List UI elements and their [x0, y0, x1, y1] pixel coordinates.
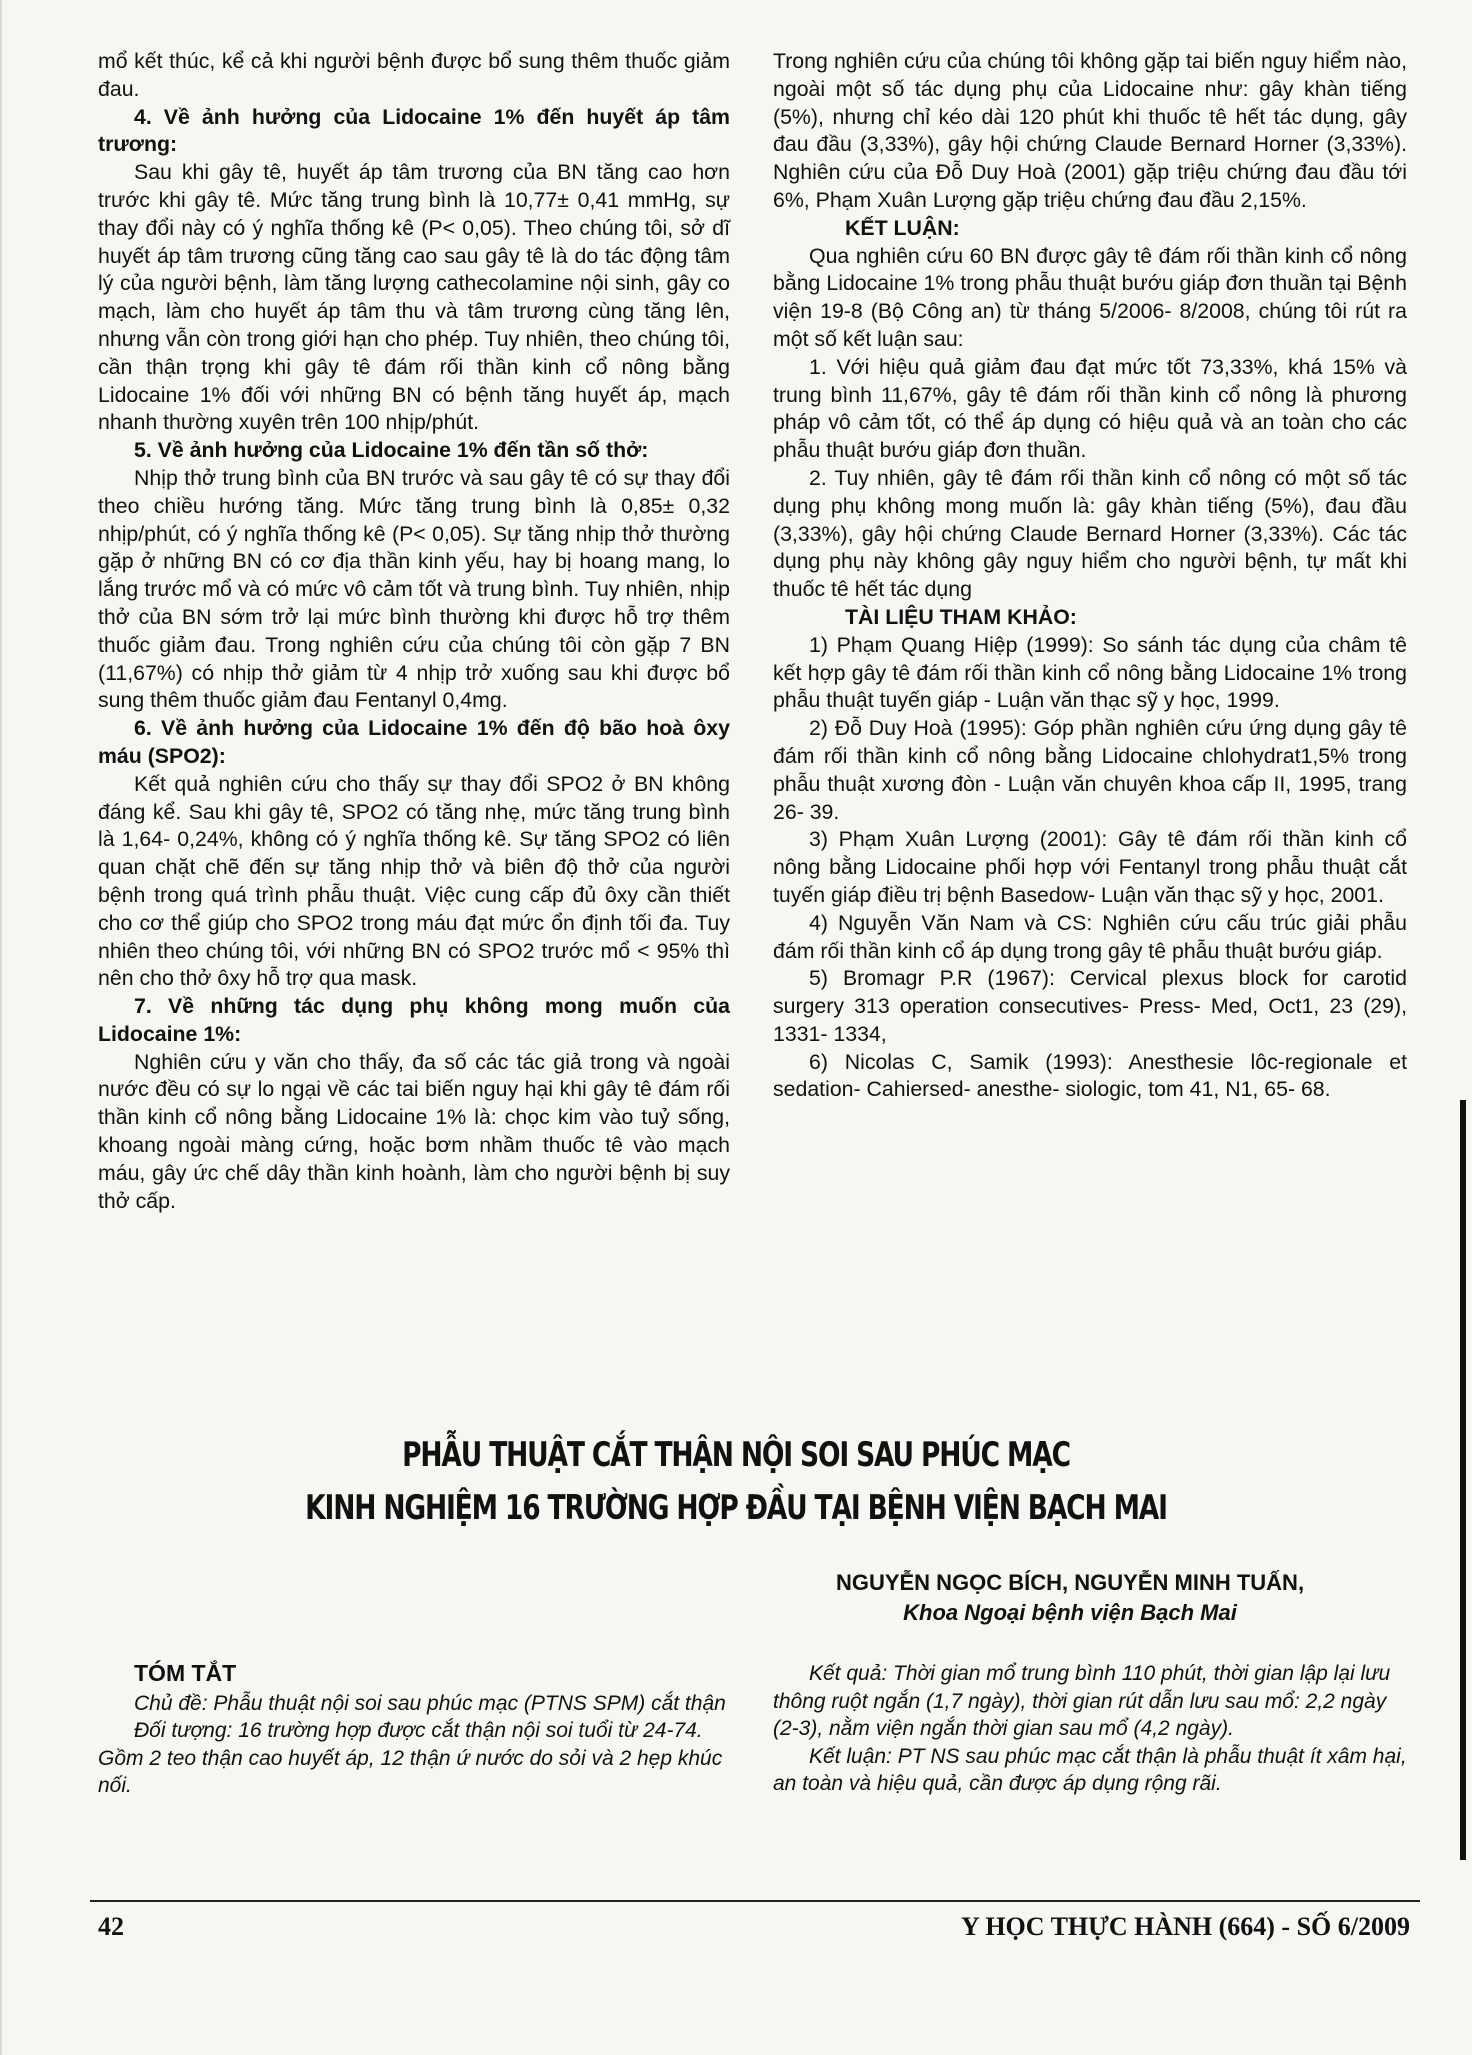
- page-number: 42: [98, 1912, 124, 1941]
- paragraph: Trong nghiên cứu của chúng tôi không gặp tai biến nguy hiểm nào, ngoài một số tác dụng phụ của Lidocaine như: gây khàn tiếng (5%), nhưng chỉ kéo dài 120 phút khi thuốc tê hết tác dụng, gây đau đầu (3,33%), gây hội chứng Claude Bernard Horner (3,33%). Nghiên cứu của Đỗ Duy Hoà (2001) gặp triệu chứng đau đầu tới 6%, Phạm Xuân Lượng gặp triệu chứng đau đầu 2,15%.: [773, 49, 1407, 212]
- abstract-paragraph: Chủ đề: Phẫu thuật nội soi sau phúc mạc (PTNS SPM) cắt thận: [134, 1691, 726, 1715]
- abstract-heading: TÓM TẮT: [134, 1660, 237, 1686]
- article-title-line-1: PHẪU THUẬT CẮT THẬN NỘI SOI SAU PHÚC MẠC: [402, 1435, 1070, 1475]
- reference-item: 5) Bromagr P.R (1967): Cervical plexus block for carotid surgery 313 operation consecutives- Press- Med, Oct1, 23 (29), 1331- 1334,: [773, 966, 1407, 1046]
- authors: NGUYỄN NGỌC BÍCH, NGUYỄN MINH TUẤN,: [835, 1570, 1305, 1595]
- reference-item: 3) Phạm Xuân Lượng (2001): Gây tê đám rối thần kinh cổ nông bằng Lidocaine phối hợp với Fentanyl trong phẫu thuật cắt tuyến giáp điều trị bệnh Basedow- Luận văn thạc sỹ y học, 2001.: [773, 827, 1407, 907]
- paragraph: Nghiên cứu y văn cho thấy, đa số các tác giả trong và ngoài nước đều có sự lo ngại về các tai biến nguy hại khi gây tê đám rối thần kinh cổ nông bằng Lidocaine 1% là: chọc kim vào tuỷ sống, khoang ngoài màng cứng, hoặc bơm nhầm thuốc tê vào mạch máu, gây ức chế dây thần kinh hoành, làm cho người bệnh bị suy thở cấp.: [98, 1049, 730, 1213]
- reference-item: 4) Nguyễn Văn Nam và CS: Nghiên cứu cấu trúc giải phẫu đám rối thần kinh cổ áp dụng trong gây tê phẫu thuật bướu giáp.: [773, 910, 1407, 963]
- paragraph: Nhịp thở trung bình của BN trước và sau gây tê có sự thay đổi theo chiều hướng tăng. Mức tăng trung bình là 0,85± 0,32 nhịp/phút, có ý nghĩa thống kê (P< 0,05). Sự tăng nhịp thở thường gặp ở những BN có cơ địa thần kinh yếu, hay bị hoang mang, lo lắng trước mổ và có mức vô cảm tốt và trung bình. Tuy nhiên, nhịp thở của BN sớm trở lại mức bình thường khi được hỗ trợ thêm thuốc giảm đau. Trong nghiên cứu của chúng tôi còn gặp 7 BN (11,67%) có nhịp thở giảm từ 4 nhịp trở xuống sau khi được bổ sung thêm thuốc giảm đau Fentanyl 0,4mg.: [98, 465, 730, 713]
- left-column: [98, 48, 730, 1215]
- section-heading: 7. Về những tác dụng phụ không mong muốn của Lidocaine 1%:: [98, 994, 730, 1046]
- paragraph: 2. Tuy nhiên, gây tê đám rối thần kinh cổ nông có một số tác dụng phụ không mong muốn là: gây khàn tiếng (5%), đau đầu (3,33%), gây hội chứng Claude Bernard Horner (3,33%). Các tác dụng phụ này không gây nguy hiểm cho người bệnh, tự mất khi thuốc tê hết tác dụng: [773, 465, 1407, 602]
- scan-left-edge: [0, 0, 2, 2055]
- affiliation: Khoa Ngoại bệnh viện Bạch Mai: [903, 1600, 1237, 1625]
- abstract-paragraph: Kết quả: Thời gian mổ trung bình 110 phút, thời gian lập lại lưu thông ruột ngắn (1,7 ngày), thời gian rút dẫn lưu sau mổ: 2,2 ngày (2-3), nằm viện ngắn thời gian sau mổ (4,2 ngày).: [773, 1662, 1391, 1740]
- section-heading: 4. Về ảnh hưởng của Lidocaine 1% đến huyết áp tâm trương:: [98, 104, 730, 157]
- paragraph: Qua nghiên cứu 60 BN được gây tê đám rối thần kinh cổ nông bằng Lidocaine 1% trong phẫu thuật bướu giáp đơn thuần tại Bệnh viện 19-8 (Bộ Công an) từ tháng 5/2006- 8/2008, chúng tôi rút ra một số kết luận sau:: [773, 243, 1407, 351]
- abstract-paragraph: Đối tượng: 16 trường hợp được cắt thận nội soi tuổi từ 24-74. Gồm 2 teo thận cao huyết áp, 12 thận ứ nước do sỏi và 2 hẹp khúc nối.: [98, 1719, 723, 1797]
- scan-right-edge-mark: [1460, 1100, 1466, 1860]
- right-column: [773, 48, 1407, 1104]
- section-heading: 5. Về ảnh hưởng của Lidocaine 1% đến tần số thở:: [134, 438, 649, 463]
- reference-item: 1) Phạm Quang Hiệp (1999): So sánh tác dụng của châm tê kết hợp gây tê đám rối thần kinh cổ nông bằng Lidocaine 1% trong phẫu thuật tuyến giáp - Luận văn thạc sỹ y học, 1999.: [773, 632, 1407, 713]
- article-authors-block: [820, 1568, 1320, 1628]
- journal-issue: Y HỌC THỰC HÀNH (664) - SỐ 6/2009: [961, 1912, 1410, 1941]
- section-heading: 6. Về ảnh hưởng của Lidocaine 1% đến độ bão hoà ôxy máu (SPO2):: [98, 716, 730, 768]
- reference-item: 6) Nicolas C, Samik (1993): Anesthesie lôc-regionale et sedation- Cahiersed- anesthe- siologic, tom 41, N1, 65- 68.: [773, 1049, 1407, 1102]
- footer-rule: [90, 1900, 1420, 1902]
- section-heading-references: TÀI LIỆU THAM KHẢO:: [845, 604, 1077, 629]
- section-heading-conclusion: KẾT LUẬN:: [845, 215, 960, 240]
- reference-item: 2) Đỗ Duy Hoà (1995): Góp phần nghiên cứu ứng dụng gây tê đám rối thần kinh cổ nông bằng Lidocaine chlohydrat1,5% trong phẫu thuật xương đòn - Luận văn chuyên khoa cấp II, 1995, trang 26- 39.: [773, 716, 1407, 824]
- paragraph: mổ kết thúc, kể cả khi người bệnh được bổ sung thêm thuốc giảm đau.: [98, 49, 730, 101]
- paragraph: 1. Với hiệu quả giảm đau đạt mức tốt 73,33%, khá 15% và trung bình 11,67%, gây tê đám rối thần kinh cổ nông là phương pháp vô cảm tốt, có thể áp dụng có hiệu quả và an toàn cho các phẫu thuật bướu giáp đơn thuần.: [773, 354, 1407, 463]
- abstract-paragraph: Kết luận: PT NS sau phúc mạc cắt thận là phẫu thuật ít xâm hại, an toàn và hiệu quả, cần được áp dụng rộng rãi.: [773, 1744, 1407, 1795]
- abstract-left: [98, 1660, 730, 1800]
- abstract-right: [773, 1660, 1407, 1798]
- paragraph: Sau khi gây tê, huyết áp tâm trương của BN tăng cao hơn trước khi gây tê. Mức tăng trung bình là 10,77± 0,41 mmHg, sự thay đổi này có ý nghĩa thống kê (P< 0,05). Theo chúng tôi, sở dĩ huyết áp tâm trương cũng tăng cao sau gây tê là do tác động tâm lý của người bệnh, làm tăng lượng cathecolamine nội sinh, gây co mạch, làm cho huyết áp tâm thu và tâm trương cùng tăng lên, nhưng vẫn còn trong giới hạn cho phép. Tuy nhiên, theo chúng tôi, cần thận trọng khi gây tê đám rối thần kinh cổ nông bằng Lidocaine 1% đối với những BN có bệnh tăng huyết áp, mạch nhanh thường xuyên trên 100 nhịp/phút.: [98, 160, 730, 435]
- article-title-line-2: KINH NGHIỆM 16 TRƯỜNG HỢP ĐẦU TẠI BỆNH VIỆN BẠCH MAI: [305, 1488, 1167, 1528]
- paragraph: Kết quả nghiên cứu cho thấy sự thay đổi SPO2 ở BN không đáng kể. Sau khi gây tê, SPO2 có tăng nhẹ, mức tăng trung bình là 1,64- 0,24%, không có ý nghĩa thống kê. Sự tăng SPO2 có liên quan chặt chẽ đến sự tăng nhịp thở và biên độ thở của người bệnh trong quá trình phẫu thuật. Việc cung cấp đủ ôxy cần thiết cho cơ thể giúp cho SPO2 trong máu đạt mức ổn định tối đa. Tuy nhiên theo chúng tôi, với những BN có SPO2 trước mổ < 95% thì nên cho thở ôxy hỗ trợ qua mask.: [98, 771, 730, 991]
